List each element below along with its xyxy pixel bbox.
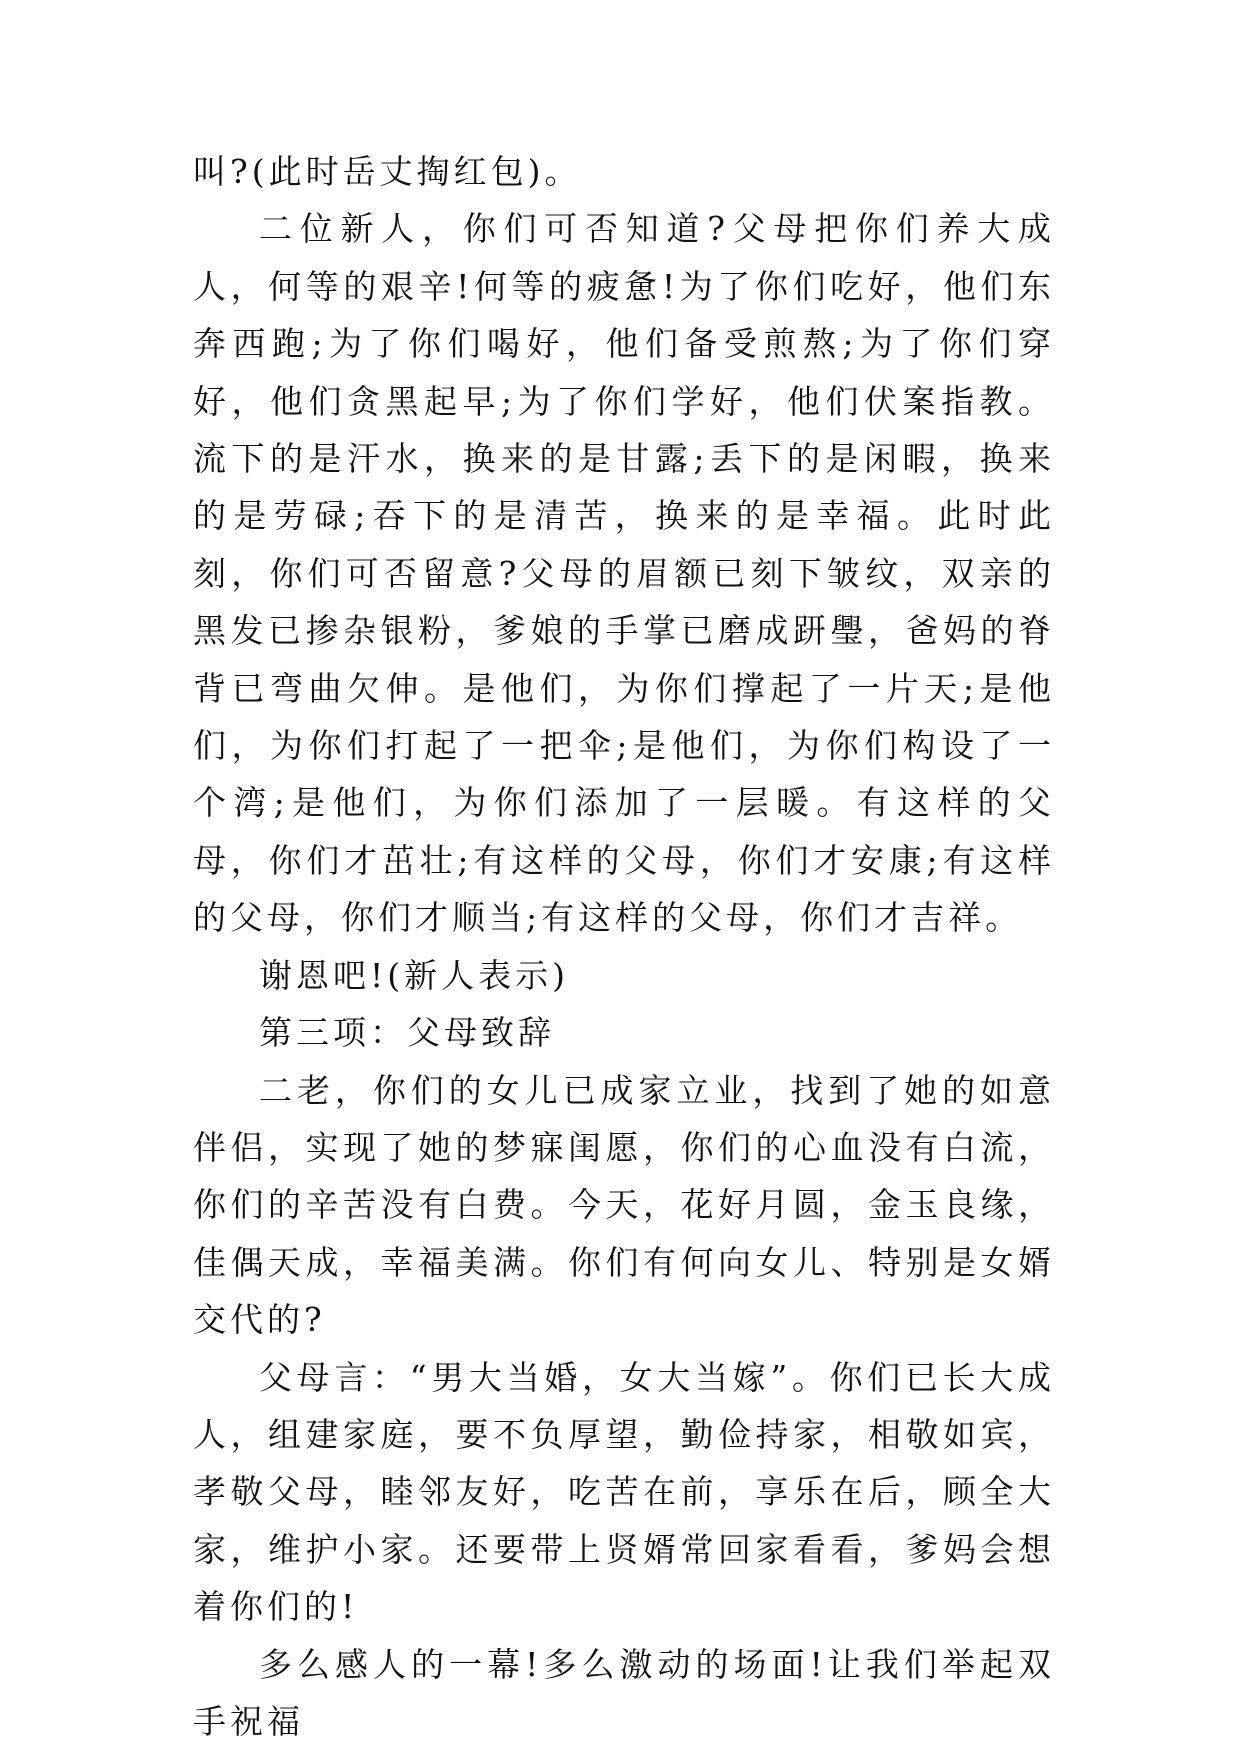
paragraph-address-parents: 二老，你们的女儿已成家立业，找到了她的如意伴侣，实现了她的梦寐闺愿，你们的心血没有白流，你们的辛苦没有白费。今天，花好月圆，金玉良缘，佳偶天成，幸福美满。你们有何向女儿、特别是女婿交代的? — [193, 1070, 1055, 1340]
document-body — [193, 143, 1055, 1750]
paragraph-red-envelope: 叫?(此时岳丈掏红包)。 — [193, 152, 582, 191]
paragraph-thanks: 谢恩吧!(新人表示) — [259, 955, 570, 995]
paragraph-blessing: 多么感人的一幕!多么激动的场面!让我们举起双手祝福 — [193, 1644, 1055, 1741]
paragraph-parents-hardship: 二位新人，你们可否知道?父母把你们养大成人，何等的艰辛!何等的疲惫!为了你们吃好，他们东奔西跑;为了你们喝好，他们备受煎熬;为了你们穿好，他们贪黑起早;为了你们学好，他们伏案指教。流下的是汗水，换来的是甘露;丢下的是闲暇，换来的是劳碌;吞下的是清苦，换来的是幸福。此时此刻，你们可否留意?父母的眉额已刻下皱纹，双亲的黑发已掺杂银粉，爹娘的手掌已磨成趼璺，爸妈的脊背已弯曲欠伸。是他们，为你们撑起了一片天;是他们，为你们打起了一把伞;是他们，为你们构设了一个湾;是他们，为你们添加了一层暖。有这样的父母，你们才茁壮;有这样的父母，你们才安康;有这样的父母，你们才顺当;有这样的父母，你们才吉祥。 — [193, 209, 1055, 938]
section-heading-parents-speech: 第三项：父母致辞 — [259, 1013, 555, 1053]
paragraph-parents-words: 父母言：“男大当婚，女大当嫁”。你们已长大成人，组建家庭，要不负厚望，勤俭持家，相敬如宾，孝敬父母，睦邻友好，吃苦在前，享乐在后，顾全大家，维护小家。还要带上贤婿常回家看看，爹妈会想着你们的! — [193, 1357, 1055, 1627]
